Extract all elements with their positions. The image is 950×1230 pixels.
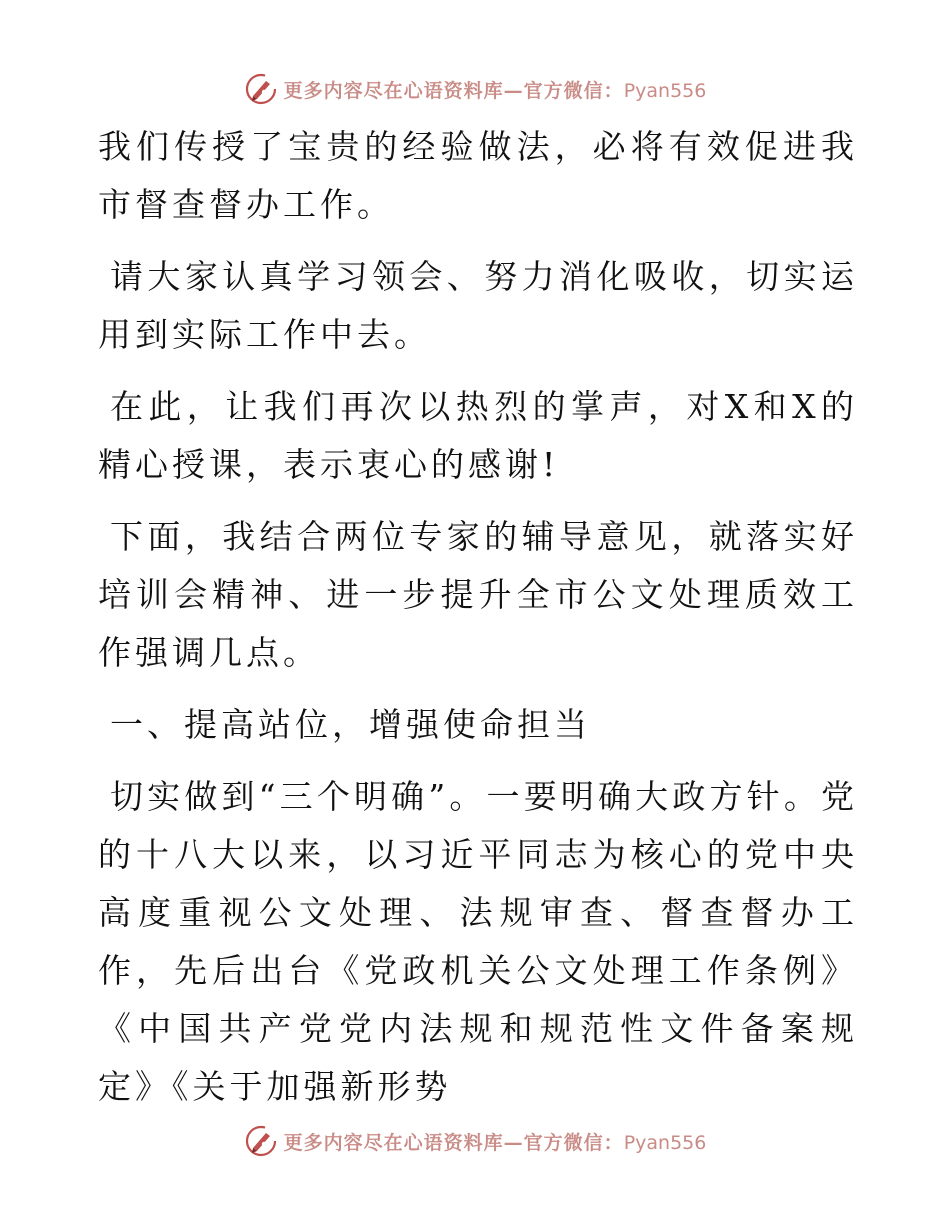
banner-title: 更多内容尽在心语资料库 — [283, 1131, 504, 1154]
paragraph-5: 切实做到“三个明确”。一要明确大政方针。党的十八大以来，以习近平同志为核心的党中央高度重视公文处理、法规审查、督查督办工作，先后出台《党政机关公文处理工作条例》《中国共产党党内法规和规范性文件备案规定》《关于加强新形势 — [98, 777, 858, 1106]
banner-contact-label: 官方微信： — [523, 79, 624, 102]
section-heading: 一、提高站位，增强使命担当 — [110, 705, 591, 744]
pen-seal-logo-icon — [244, 72, 278, 106]
banner-title: 更多内容尽在心语资料库 — [283, 79, 504, 102]
footer-banner — [0, 1124, 950, 1158]
banner-contact-id: Pyan556 — [623, 79, 707, 102]
paragraph-1: 我们传授了宝贵的经验做法，必将有效促进我市督查督办工作。 — [98, 127, 858, 224]
header-banner — [0, 72, 950, 106]
paragraph-4: 下面，我结合两位专家的辅导意见，就落实好培训会精神、进一步提升全市公文处理质效工作强调几点。 — [98, 517, 858, 672]
banner-separator: — — [503, 79, 524, 102]
banner-text — [284, 76, 707, 103]
paragraph-2: 请大家认真学习领会、努力消化吸收，切实运用到实际工作中去。 — [98, 257, 858, 354]
banner-text — [284, 1128, 707, 1155]
paragraph-3: 在此，让我们再次以热烈的掌声，对X和X的精心授课，表示衷心的感谢! — [98, 387, 858, 484]
banner-contact-id: Pyan556 — [623, 1131, 707, 1154]
pen-seal-logo-icon — [244, 1124, 278, 1158]
document-body — [98, 118, 858, 1130]
banner-separator: — — [503, 1131, 524, 1154]
banner-contact-label: 官方微信： — [523, 1131, 624, 1154]
